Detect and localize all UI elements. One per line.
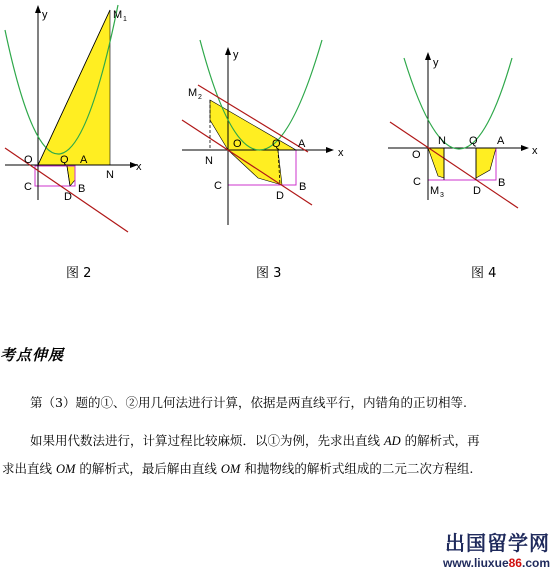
figure-4 <box>388 52 538 208</box>
x-arrow <box>521 145 529 151</box>
caption-figure-3: 图 3 <box>256 266 282 281</box>
label-d: D <box>64 191 72 203</box>
paragraph-1: 第（3）题的①、②用几何法进行计算，依据是两直线平行，内错角的正切相等. <box>30 395 467 410</box>
label-x: x <box>532 145 538 157</box>
label-n: N <box>106 169 114 181</box>
y-arrow <box>225 47 231 55</box>
label-m-sub: 3 <box>440 192 444 199</box>
label-m: M <box>113 9 123 21</box>
paragraph-2-text-e: 和抛物线的解析式组成的二元二次方程组. <box>240 461 474 476</box>
watermark-logo-text: 出国留学网 <box>445 531 550 555</box>
label-c: C <box>24 181 32 193</box>
label-n: N <box>438 135 446 147</box>
label-m-sub: 2 <box>198 94 202 101</box>
label-q: Q <box>469 135 478 147</box>
y-arrow <box>425 52 431 60</box>
paragraph-2-line-2 <box>2 459 473 477</box>
label-m: M <box>188 87 198 99</box>
label-o: O <box>412 149 421 161</box>
parabola <box>404 58 512 149</box>
label-y: y <box>433 57 439 69</box>
label-c: C <box>413 176 421 188</box>
watermark-url-number: 86 <box>508 556 522 570</box>
label-y: y <box>42 9 48 21</box>
label-b: B <box>498 177 506 189</box>
caption-figure-4: 图 4 <box>471 266 497 281</box>
label-b: B <box>299 181 307 193</box>
paragraph-2-om-2: OM <box>220 462 241 476</box>
paragraph-2-text-c: 求出直线 <box>2 461 56 476</box>
paragraph-2-line-1 <box>30 431 480 449</box>
watermark-url <box>443 556 550 570</box>
label-n: N <box>205 155 213 167</box>
watermark-url-suffix: .com <box>521 556 550 570</box>
label-m: M <box>430 185 440 197</box>
caption-figure-2: 图 2 <box>66 266 92 281</box>
label-d: D <box>276 190 284 202</box>
section-title: 考点伸展 <box>0 346 65 364</box>
label-x: x <box>136 161 142 173</box>
label-a: A <box>298 138 306 150</box>
paragraph-2-ad: AD <box>383 434 401 448</box>
paragraph-2-text-a: 如果用代数法进行，计算过程比较麻烦．以①为例，先求出直线 <box>30 433 384 448</box>
label-m-sub: 1 <box>123 16 127 23</box>
paragraph-2-om: OM <box>55 462 76 476</box>
figure-3 <box>182 40 344 225</box>
figure-2 <box>5 5 142 232</box>
label-b: B <box>78 183 86 195</box>
label-d: D <box>473 185 481 197</box>
y-arrow <box>35 5 41 13</box>
paragraph-2-text-d: 的解析式，最后解由直线 <box>75 461 221 476</box>
label-o: O <box>24 154 33 166</box>
label-o: O <box>233 138 242 150</box>
paragraph-2-text-b: 的解析式，再 <box>400 433 480 448</box>
x-arrow <box>326 147 334 153</box>
fill-right <box>476 148 496 178</box>
figures-svg <box>0 0 554 250</box>
label-x: x <box>338 147 344 159</box>
label-a: A <box>80 154 88 166</box>
label-a: A <box>497 135 505 147</box>
watermark-url-prefix: www.liuxue <box>443 556 509 570</box>
label-q: Q <box>60 154 69 166</box>
label-y: y <box>233 49 239 61</box>
figures-area <box>0 0 554 250</box>
fill-parallelogram <box>210 100 296 150</box>
watermark <box>443 527 550 570</box>
label-q: Q <box>272 138 281 150</box>
label-c: C <box>214 180 222 192</box>
